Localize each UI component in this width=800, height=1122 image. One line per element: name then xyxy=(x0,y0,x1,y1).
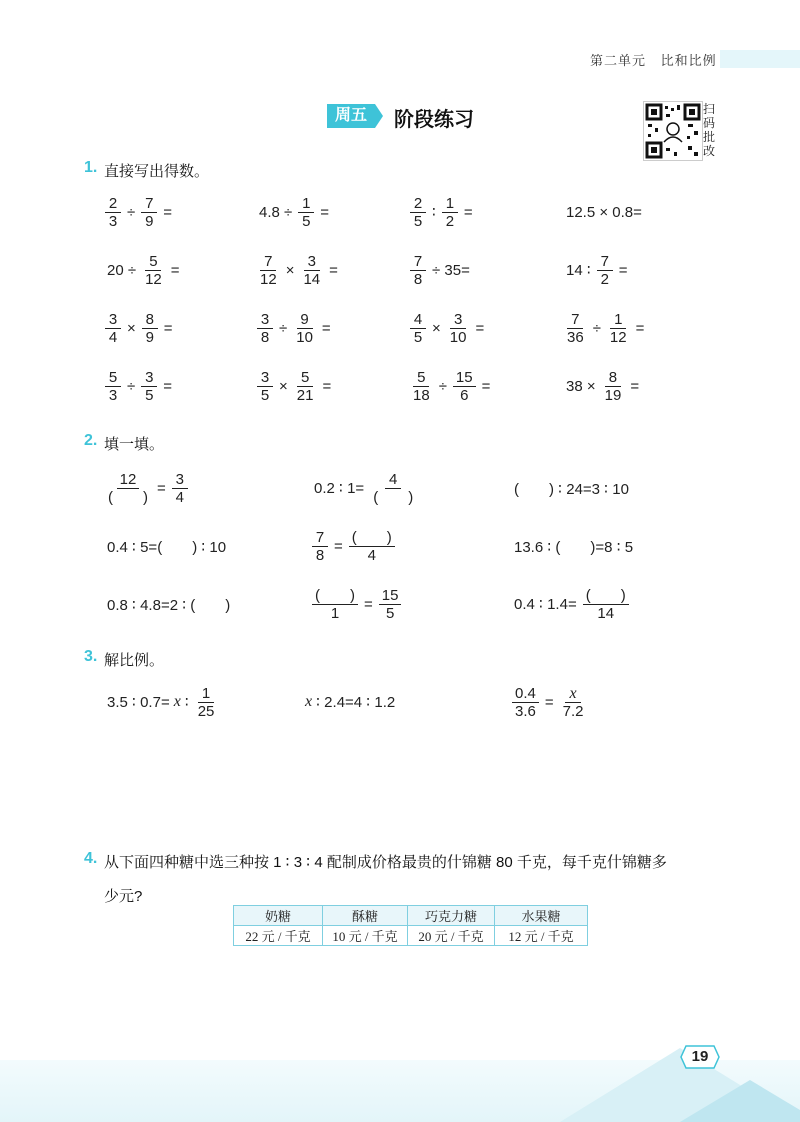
math-text: = xyxy=(163,319,173,337)
math-text: 12.5 × 0.8= xyxy=(566,203,642,221)
fraction-numerator: 9 xyxy=(297,311,313,329)
candy-price-table xyxy=(233,905,588,946)
fraction-denominator: 12 xyxy=(145,270,162,288)
math-text: 13.6 ∶ ( )=8 ∶ 5 xyxy=(514,538,634,556)
fraction-numerator: 12 xyxy=(117,471,140,489)
fraction xyxy=(300,253,323,288)
fraction xyxy=(142,253,165,288)
fraction-numerator: ( ) xyxy=(583,587,629,605)
table-header-cell: 水果糖 xyxy=(495,906,588,926)
question-2-number: 2. xyxy=(84,432,98,449)
math-text: 38 × xyxy=(566,377,596,395)
question-4-text-line2: 少元? xyxy=(104,888,143,905)
fraction-numerator: 7 xyxy=(260,253,276,271)
math-text: = xyxy=(322,377,332,395)
fraction xyxy=(172,471,188,506)
math-expression xyxy=(510,524,637,568)
math-expression xyxy=(510,680,588,724)
math-text: × xyxy=(285,261,295,279)
page-number-badge xyxy=(680,1045,720,1069)
fraction-numerator: 3 xyxy=(257,311,273,329)
fraction xyxy=(195,685,218,720)
math-text: ÷ xyxy=(592,319,601,337)
table-cell: 10 元 / 千克 xyxy=(323,926,408,946)
fraction-numerator: 0.4 xyxy=(512,685,539,703)
fraction xyxy=(560,685,587,720)
fraction-numerator: 3 xyxy=(450,311,466,329)
math-text: ÷ xyxy=(279,319,288,337)
fraction xyxy=(564,311,587,346)
fraction-denominator: 8 xyxy=(413,270,423,288)
table-header-row xyxy=(234,906,588,926)
math-variable: x xyxy=(173,693,181,710)
fraction xyxy=(142,311,158,346)
math-text: 0.4 ∶ 1.4= xyxy=(514,596,577,613)
fraction-numerator: 3 xyxy=(172,471,188,489)
fraction xyxy=(370,471,416,506)
table-cell: 22 元 / 千克 xyxy=(234,926,323,946)
fraction-denominator: 12 xyxy=(609,328,627,346)
fraction-numerator: 15 xyxy=(453,369,476,387)
fraction xyxy=(257,253,280,288)
fraction-denominator: 1 xyxy=(330,604,340,622)
math-expression xyxy=(103,680,219,724)
table-row xyxy=(234,926,588,946)
math-expression xyxy=(305,680,399,724)
section-label: 比和比例 xyxy=(660,53,717,68)
day-tag-arrow xyxy=(375,104,383,128)
math-expression xyxy=(310,524,397,568)
qr-code-icon[interactable] xyxy=(643,101,703,161)
math-expression xyxy=(562,190,646,234)
fraction-numerator: 3 xyxy=(257,369,273,387)
fraction-denominator: 5 xyxy=(260,386,270,404)
fraction-denominator: 4 xyxy=(367,546,376,564)
fraction-denominator: 7.2 xyxy=(562,702,584,720)
fraction-denominator: 25 xyxy=(197,702,215,720)
math-expression xyxy=(103,190,176,234)
math-text: = xyxy=(334,537,343,555)
fraction-numerator: 3 xyxy=(105,311,121,329)
fraction-numerator: 8 xyxy=(605,369,621,387)
page-title: 阶段练习 xyxy=(394,109,474,131)
math-expression xyxy=(310,466,418,510)
fraction-denominator: 3.6 xyxy=(515,702,536,720)
fraction xyxy=(257,369,273,404)
fraction-numerator: 1 xyxy=(298,195,314,213)
fraction-denominator: 5 xyxy=(145,386,154,404)
fraction xyxy=(105,471,151,506)
fraction xyxy=(105,369,121,404)
fraction-denominator: 4 xyxy=(175,488,184,506)
math-text: = xyxy=(163,377,172,395)
fraction xyxy=(602,369,625,404)
question-4-text-line1: 从下面四种糖中选三种按 1 ∶ 3 ∶ 4 配制成价格最贵的什锦糖 80 千克，每千克什锦糖多 xyxy=(104,854,667,871)
fraction xyxy=(312,529,328,564)
fraction-numerator: 7 xyxy=(141,195,157,213)
math-text: = xyxy=(481,377,491,395)
math-expression xyxy=(103,306,177,350)
math-text: 20 ÷ xyxy=(107,261,137,279)
fraction xyxy=(294,369,317,404)
fraction-numerator: 5 xyxy=(105,369,121,387)
fraction-denominator: 5 xyxy=(413,328,423,346)
fraction-numerator: ( ) xyxy=(349,529,395,547)
math-text: ÷ 35= xyxy=(432,261,470,279)
fraction-numerator: 7 xyxy=(312,529,328,547)
math-text: = xyxy=(475,319,485,337)
fraction-numerator: 15 xyxy=(379,587,402,605)
fraction-numerator: 3 xyxy=(304,253,320,271)
fraction-numerator: 4 xyxy=(410,311,426,329)
fraction-numerator: 5 xyxy=(297,369,313,387)
question-3-number: 3. xyxy=(84,648,98,665)
math-text: = xyxy=(364,595,373,613)
fraction xyxy=(410,311,426,346)
math-text: = xyxy=(321,319,331,337)
math-text: = xyxy=(329,261,338,279)
fraction xyxy=(607,311,630,346)
table-cell: 12 元 / 千克 xyxy=(495,926,588,946)
fraction-denominator: 9 xyxy=(145,212,154,230)
math-text: = xyxy=(630,377,640,395)
qr-side-text: 扫码批改 xyxy=(703,102,716,158)
fraction-denominator: 8 xyxy=(315,546,325,564)
math-variable: x xyxy=(305,693,313,710)
math-text: ÷ xyxy=(127,203,136,221)
fraction-denominator: ( ) xyxy=(108,488,148,506)
math-expression xyxy=(255,306,335,350)
math-expression xyxy=(103,582,234,626)
fraction-denominator: 36 xyxy=(567,328,584,346)
page-number: 19 xyxy=(691,1048,709,1065)
fraction xyxy=(141,195,157,230)
math-expression xyxy=(408,190,477,234)
table-cell: 20 元 / 千克 xyxy=(408,926,495,946)
math-text: 3.5 ∶ 0.7= xyxy=(107,694,170,711)
fraction-denominator: ( ) xyxy=(373,488,414,506)
fraction-denominator: 8 xyxy=(260,328,270,346)
question-1-title: 直接写出得数。 xyxy=(104,163,210,180)
fraction-denominator: 19 xyxy=(604,386,622,404)
math-text: ÷ xyxy=(438,377,447,395)
fraction-denominator: 12 xyxy=(260,270,277,288)
fraction-denominator: 5 xyxy=(385,604,395,622)
fraction-numerator: 1 xyxy=(198,685,214,703)
question-1-number: 1. xyxy=(84,159,98,176)
fraction-numerator: 5 xyxy=(145,253,161,271)
header-band xyxy=(720,50,800,68)
fraction-denominator: 5 xyxy=(413,212,423,230)
math-expression xyxy=(510,466,633,510)
math-text: ∶ 2.4=4 ∶ 1.2 xyxy=(316,694,396,711)
fraction-numerator: 1 xyxy=(442,195,458,213)
fraction-denominator: 2 xyxy=(445,212,455,230)
fraction-numerator: 7 xyxy=(410,253,426,271)
math-expression xyxy=(562,306,648,350)
question-3-title: 解比例。 xyxy=(104,652,165,669)
math-text: × xyxy=(279,377,288,395)
math-text: × xyxy=(127,319,136,337)
math-expression xyxy=(103,524,230,568)
fraction xyxy=(293,311,316,346)
fraction-denominator: 14 xyxy=(303,270,321,288)
fraction-numerator: 3 xyxy=(141,369,157,387)
math-expression xyxy=(562,364,643,408)
table-header-cell: 奶糖 xyxy=(234,906,323,926)
fraction-numerator: 2 xyxy=(105,195,121,213)
math-expression xyxy=(103,466,190,510)
fraction xyxy=(105,311,121,346)
question-4-number: 4. xyxy=(84,850,98,867)
fraction-denominator: 21 xyxy=(296,386,314,404)
unit-label: 第二单元 xyxy=(590,53,647,68)
fraction-denominator: 5 xyxy=(302,212,311,230)
fraction xyxy=(597,253,613,288)
fraction-denominator: 10 xyxy=(296,328,313,346)
math-text: 4.8 ÷ xyxy=(259,203,293,221)
math-expression xyxy=(408,306,488,350)
math-text: ÷ xyxy=(127,377,136,395)
fraction-numerator: ( ) xyxy=(312,587,358,605)
fraction xyxy=(379,587,402,622)
math-expression xyxy=(510,582,631,626)
fraction xyxy=(349,529,395,564)
fraction-numerator: 4 xyxy=(385,471,401,489)
math-text: = xyxy=(163,203,172,221)
math-text: = xyxy=(170,261,180,279)
math-text: = xyxy=(157,479,166,497)
fraction-numerator: x xyxy=(565,685,581,703)
table-header-cell: 巧克力糖 xyxy=(408,906,495,926)
fraction-denominator: 3 xyxy=(108,212,118,230)
day-tag: 周五 xyxy=(327,104,375,128)
fraction-denominator: 14 xyxy=(597,604,615,622)
math-expression xyxy=(408,248,474,292)
math-text: = xyxy=(618,261,628,279)
math-text: ( ) ∶ 24=3 ∶ 10 xyxy=(514,480,629,498)
fraction xyxy=(298,195,314,230)
math-expression xyxy=(408,364,494,408)
fraction xyxy=(312,587,358,622)
question-2-title: 填一填。 xyxy=(104,436,165,453)
fraction-denominator: 9 xyxy=(145,328,154,346)
fraction xyxy=(105,195,121,230)
fraction-denominator: 2 xyxy=(600,270,609,288)
math-text: 0.2 ∶ 1= xyxy=(314,480,365,497)
fraction xyxy=(442,195,458,230)
math-expression xyxy=(255,364,335,408)
table-header-cell: 酥糖 xyxy=(323,906,408,926)
fraction xyxy=(447,311,470,346)
math-expression xyxy=(103,248,184,292)
math-expression xyxy=(103,364,176,408)
fraction-denominator: 10 xyxy=(449,328,467,346)
math-text: ∶ xyxy=(432,204,436,221)
math-expression xyxy=(310,582,403,626)
math-expression xyxy=(255,248,342,292)
fraction-numerator: 1 xyxy=(610,311,626,329)
fraction-denominator: 4 xyxy=(108,328,118,346)
math-text: = xyxy=(544,693,554,711)
math-text: 14 ∶ xyxy=(566,262,591,279)
math-text: = xyxy=(320,203,330,221)
fraction-denominator: 3 xyxy=(108,386,118,404)
math-expression xyxy=(255,190,333,234)
math-expression xyxy=(562,248,632,292)
fraction xyxy=(410,369,433,404)
fraction-numerator: 5 xyxy=(413,369,429,387)
math-text: × xyxy=(432,319,441,337)
fraction xyxy=(512,685,539,720)
math-text: ∶ xyxy=(184,694,189,711)
fraction xyxy=(410,253,426,288)
fraction xyxy=(410,195,426,230)
math-text: 0.4 ∶ 5=( ) ∶ 10 xyxy=(107,538,227,556)
fraction xyxy=(583,587,629,622)
fraction xyxy=(257,311,273,346)
fraction-denominator: 18 xyxy=(413,386,430,404)
fraction xyxy=(453,369,476,404)
fraction-numerator: 7 xyxy=(597,253,613,271)
fraction xyxy=(141,369,157,404)
math-text: 0.8 ∶ 4.8=2 ∶ ( ) xyxy=(107,596,231,614)
header xyxy=(590,50,727,69)
math-text: = xyxy=(635,319,645,337)
fraction-denominator: 6 xyxy=(460,386,469,404)
footer-decoration xyxy=(680,1080,800,1122)
fraction-numerator: 2 xyxy=(410,195,426,213)
fraction-numerator: 8 xyxy=(142,311,158,329)
math-text: = xyxy=(463,203,473,221)
fraction-numerator: 7 xyxy=(567,311,583,329)
